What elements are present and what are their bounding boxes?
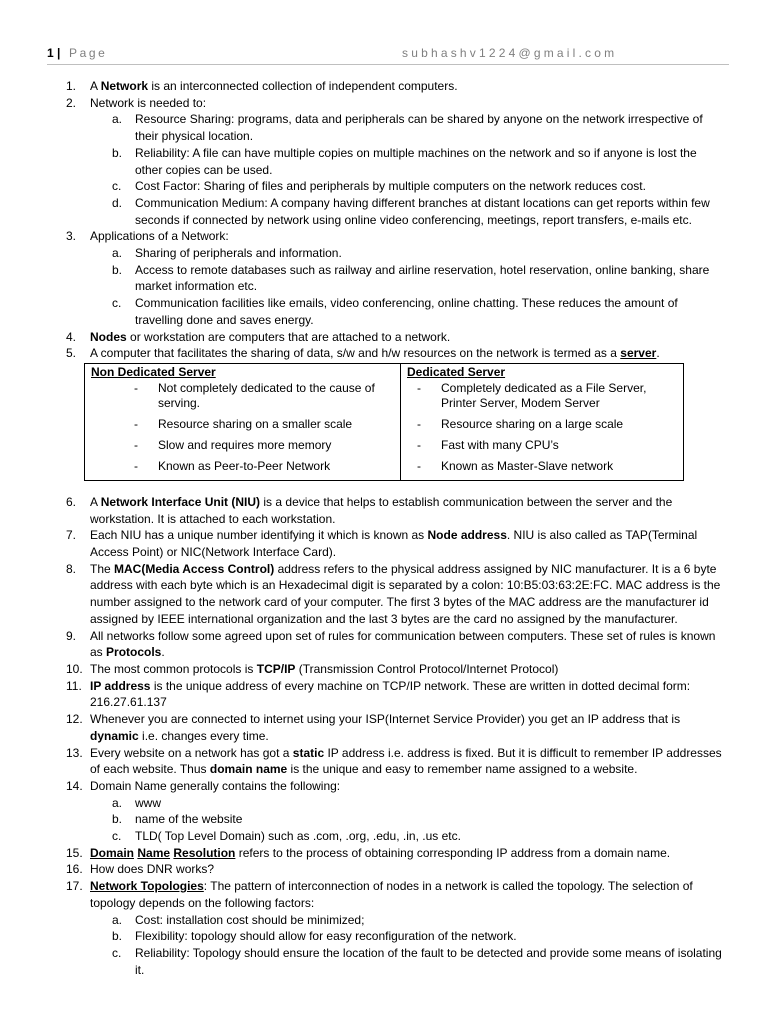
table-row	[85, 459, 400, 474]
item-text: is the unique and easy to remember name assigned to a website.	[287, 762, 638, 777]
list-item-17	[66, 878, 726, 911]
bullet-dash: -	[134, 437, 138, 452]
keyword: Network Interface Unit (NIU)	[100, 494, 261, 509]
table-row	[401, 381, 683, 411]
sub-item	[66, 795, 726, 812]
keyword: Domain	[90, 845, 135, 860]
server-comparison-table	[84, 363, 684, 481]
item-text: .	[161, 645, 165, 660]
item-text: Each NIU has a unique number identifying it which is known as	[90, 528, 428, 543]
list-item-2	[66, 95, 726, 112]
item-text: : The pattern of interconnection of nodes in a network is called the topology. The selection of topology depends on the following factors:	[90, 879, 693, 910]
list-item-15	[66, 845, 726, 862]
keyword: server	[620, 346, 657, 361]
list-item-14	[66, 778, 726, 795]
bullet-dash: -	[134, 380, 138, 395]
header-word: Server	[467, 364, 506, 379]
header-word: Dedicated	[407, 364, 465, 379]
item-text: A computer that facilitates the sharing of data, s/w and h/w resources on the network is termed as a	[90, 346, 621, 361]
item-text: A	[90, 79, 101, 93]
document-body	[66, 78, 726, 978]
sub-item	[66, 811, 726, 828]
sub-text: Resource Sharing: programs, data and peripherals can be shared by anyone on the network irrespective of their physical location.	[135, 112, 703, 144]
list-item-11	[66, 678, 726, 711]
keyword: IP address	[90, 678, 151, 693]
header-separator: |	[57, 46, 61, 60]
sub-letter: a.	[112, 112, 123, 127]
keyword: dynamic	[90, 728, 139, 743]
sub-letter: b.	[112, 262, 123, 277]
item-text: .	[656, 346, 660, 361]
item-text: . NIU is also called as TAP(Terminal Access Point) or NIC(Network Interface Card).	[90, 528, 698, 560]
row-text: Resource sharing on a smaller scale	[158, 416, 353, 431]
item-text: How does DNR works?	[90, 862, 215, 877]
item-text: Domain Name generally contains the following:	[90, 778, 341, 793]
item-text: The	[90, 561, 115, 576]
item-number: 3.	[66, 229, 77, 244]
item-text: Whenever you are connected to internet using your ISP(Internet Service Provider) you get an IP address that is	[90, 712, 681, 727]
keyword: Name	[137, 845, 171, 860]
keyword: domain name	[209, 762, 288, 777]
sub-letter: b.	[112, 929, 123, 944]
table-row	[401, 417, 683, 432]
table-row	[85, 438, 400, 453]
list-item-8	[66, 561, 726, 628]
sub-text: Cost Factor: Sharing of files and peripherals by multiple computers on the network reduces cost.	[135, 179, 646, 194]
page-header	[47, 44, 729, 64]
item-text: refers to the process of obtaining corresponding IP address from a domain name.	[235, 845, 671, 860]
item-text: address refers to the physical address assigned by NIC manufacturer. It is a 6 byte address with each byte which is an Hexadecimal digit is separated by a colon: 10:B5:03:63:2E:FC. MAC address is the number assigned to the network card of your computer. The first 3 bytes of the MAC address are the manufacturer id assigned by IEEE international organization and the last 3 bytes are the card no assigned by the manufacturer.	[90, 561, 721, 626]
sub-text: TLD( Top Level Domain) such as .com, .org, .edu, .in, .us etc.	[135, 829, 461, 844]
item-text: Applications of a Network:	[90, 229, 229, 244]
list-item-1	[66, 78, 726, 95]
item-text: is the unique address of every machine on TCP/IP network. These are written in dotted decimal form: 216.27.61.137	[90, 678, 691, 710]
item-number: 10.	[66, 661, 83, 676]
item-text: The most common protocols is	[90, 661, 257, 676]
keyword: Nodes	[90, 329, 127, 344]
row-text: Known as Peer-to-Peer Network	[158, 458, 331, 473]
item-number: 14.	[66, 778, 83, 793]
item-number: 1.	[66, 79, 77, 93]
page-number: 1	[47, 46, 54, 60]
sub-item	[66, 912, 726, 929]
sub-letter: d.	[112, 195, 123, 210]
sub-text: Access to remote databases such as railway and airline reservation, hotel reservation, online banking, share market information etc.	[135, 262, 710, 294]
item-number: 15.	[66, 845, 83, 860]
bullet-dash: -	[134, 416, 138, 431]
keyword: Resolution	[173, 845, 236, 860]
item-text: All networks follow some agreed upon set of rules for communication between computers. These set of rules is known as	[90, 628, 716, 660]
sub-letter: a.	[112, 912, 123, 927]
table-row	[401, 459, 683, 474]
item-text: Every website on a network has got a	[90, 745, 293, 760]
item-text: is an interconnected collection of independent computers.	[148, 79, 458, 93]
sub-letter: c.	[112, 829, 122, 844]
author-email: subhashv1224@gmail.com	[402, 46, 618, 60]
table-cell-non-dedicated	[85, 381, 401, 481]
item-number: 2.	[66, 95, 77, 110]
item-text: (Transmission Control Protocol/Internet Protocol)	[295, 661, 559, 676]
sub-item	[66, 111, 726, 144]
sub-text: Reliability: Topology should ensure the location of the fault to be detected and provide some means of isolating it.	[135, 945, 722, 977]
sub-item	[66, 828, 726, 845]
keyword: Node address	[427, 528, 507, 543]
sub-item	[66, 295, 726, 328]
item-number: 13.	[66, 745, 83, 760]
list-item-10	[66, 661, 726, 678]
list-item-12	[66, 711, 726, 744]
item-number: 8.	[66, 561, 77, 576]
bullet-dash: -	[417, 380, 421, 395]
list-item-16	[66, 861, 726, 878]
sub-item	[66, 195, 726, 228]
item-number: 9.	[66, 628, 77, 643]
row-text: Known as Master-Slave network	[441, 458, 614, 473]
item-number: 4.	[66, 329, 77, 344]
row-text: Slow and requires more memory	[158, 437, 332, 452]
bullet-dash: -	[417, 458, 421, 473]
sub-item	[66, 945, 726, 978]
sub-item	[66, 928, 726, 945]
item-number: 12.	[66, 712, 83, 727]
table-row	[401, 438, 683, 453]
row-text: Fast with many CPU’s	[441, 437, 559, 452]
table-cell-dedicated	[401, 381, 684, 481]
list-item-3	[66, 228, 726, 245]
item-number: 16.	[66, 862, 83, 877]
item-number: 6.	[66, 494, 77, 509]
row-text: Not completely dedicated to the cause of serving.	[158, 380, 375, 410]
table-header-non-dedicated: Non Dedicated Server	[85, 363, 401, 381]
sub-item	[66, 145, 726, 178]
list-item-9	[66, 628, 726, 661]
item-text: IP address i.e. address is fixed. But it is difficult to remember IP addresses of each website. Thus	[90, 745, 722, 777]
sub-letter: c.	[112, 945, 122, 960]
sub-text: name of the website	[135, 812, 243, 827]
sub-letter: b.	[112, 812, 123, 827]
table-row	[85, 417, 400, 432]
keyword: static	[292, 745, 325, 760]
sub-text: www	[135, 795, 161, 810]
item-number: 11.	[66, 678, 82, 693]
sub-item	[66, 262, 726, 295]
keyword: TCP/IP	[256, 661, 296, 676]
bullet-dash: -	[417, 416, 421, 431]
table-row	[85, 381, 400, 411]
keyword: Network	[100, 79, 149, 93]
sub-item	[66, 245, 726, 262]
sub-letter: a.	[112, 246, 123, 261]
list-item-13	[66, 745, 726, 778]
item-number: 17.	[66, 879, 83, 894]
bullet-dash: -	[417, 437, 421, 452]
list-item-6	[66, 494, 726, 527]
sub-letter: c.	[112, 179, 122, 194]
sub-item	[66, 178, 726, 195]
list-item-7	[66, 527, 726, 560]
sub-letter: b.	[112, 145, 123, 160]
row-text: Completely dedicated as a File Server, Printer Server, Modem Server	[441, 380, 647, 410]
sub-letter: c.	[112, 296, 122, 311]
sub-letter: a.	[112, 795, 123, 810]
sub-text: Flexibility: topology should allow for easy reconfiguration of the network.	[135, 929, 517, 944]
keyword: Protocols	[106, 645, 162, 660]
item-text: i.e. changes every time.	[138, 728, 269, 743]
item-text: is a device that helps to establish communication between the server and the workstation. It is attached to each workstation.	[90, 494, 673, 526]
header-rule	[47, 64, 729, 65]
item-text: Network is needed to:	[90, 95, 207, 110]
table-header-dedicated	[401, 363, 684, 381]
sub-text: Cost: installation cost should be minimized;	[135, 912, 365, 927]
page-label: Page	[69, 46, 108, 60]
item-number: 7.	[66, 528, 77, 543]
sub-text: Communication Medium: A company having different branches at distant locations can get reports within few seconds if connected by network using online video conferencing, meetings, report transfers, e-mails etc.	[135, 195, 710, 227]
item-text: A	[90, 494, 101, 509]
item-number: 5.	[66, 346, 77, 361]
list-item-5	[66, 345, 726, 362]
sub-text: Communication facilities like emails, video conferencing, online chatting. These reduces the amount of travelling done and saves energy.	[135, 296, 678, 327]
sub-text: Reliability: A file can have multiple copies on multiple machines on the network and so if anyone is lost the other copies can be used.	[135, 145, 697, 177]
keyword: Network Topologies	[90, 879, 204, 894]
list-item-4	[66, 329, 726, 346]
keyword: MAC(Media Access Control)	[114, 561, 275, 576]
bullet-dash: -	[134, 458, 138, 473]
sub-text: Sharing of peripherals and information.	[135, 246, 342, 261]
row-text: Resource sharing on a large scale	[441, 416, 624, 431]
item-text: or workstation are computers that are attached to a network.	[126, 329, 451, 344]
